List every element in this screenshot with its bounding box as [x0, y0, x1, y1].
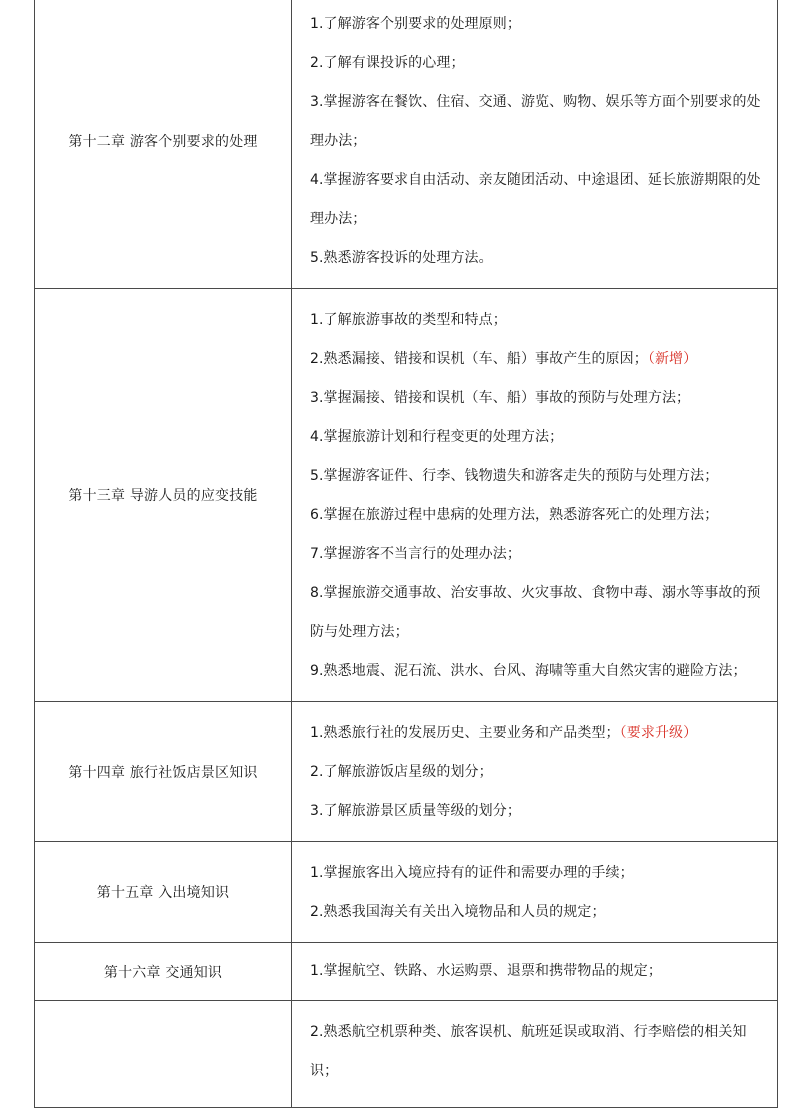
clipped-content [310, 1013, 767, 1097]
syllabus-table-container [34, 0, 778, 1108]
requirement-item: 4.掌握游客要求自由活动、亲友随团活动、中途退团、延长旅游期限的处理办法； [310, 172, 761, 227]
requirement-item: 2.熟悉我国海关有关出入境物品和人员的规定； [310, 904, 606, 920]
table-row-chapter-16 [35, 943, 778, 1001]
chapter-title: 第十二章 游客个别要求的处理 [68, 133, 258, 150]
requirement-item: 5.掌握游客证件、行李、钱物遗失和游客走失的预防与处理方法； [310, 468, 719, 484]
requirement-item: 9.熟悉地震、泥石流、洪水、台风、海啸等重大自然灾害的避险方法； [310, 663, 747, 679]
requirement-item: 2.了解有课投诉的心理； [310, 55, 465, 71]
requirement-item: 1.了解旅游事故的类型和特点； [310, 312, 507, 328]
requirement-item: 1.了解游客个别要求的处理原则； [310, 16, 521, 32]
requirement-item: 5.熟悉游客投诉的处理方法。 [310, 250, 493, 266]
chapter-cell [35, 943, 292, 1001]
requirement-item: 8.掌握旅游交通事故、治安事故、火灾事故、食物中毒、溺水等事故的预防与处理方法； [310, 585, 761, 640]
requirement-text: 1.熟悉旅行社的发展历史、主要业务和产品类型； [310, 725, 620, 741]
table-row-chapter-12 [35, 0, 778, 289]
requirements-cell [292, 0, 778, 289]
syllabus-table [34, 0, 778, 1108]
requirement-item: 7.掌握游客不当言行的处理办法； [310, 546, 521, 562]
chapter-title: 第十三章 导游人员的应变技能 [68, 488, 258, 504]
new-tag: （新增） [647, 351, 698, 367]
requirements-cell [292, 289, 778, 702]
requirement-item: 3.了解旅游景区质量等级的划分； [310, 803, 521, 819]
chapter-cell [35, 1001, 292, 1108]
requirement-item: 3.掌握漏接、错接和误机（车、船）事故的预防与处理方法； [310, 390, 691, 406]
chapter-cell [35, 702, 292, 842]
requirement-item: 2.了解旅游饭店星级的划分； [310, 764, 493, 780]
requirements-cell [292, 702, 778, 842]
requirement-item: 6.掌握在旅游过程中患病的处理方法，熟悉游客死亡的处理方法； [310, 507, 719, 523]
chapter-title: 第十四章 旅行社饭店景区知识 [68, 764, 258, 781]
upgrade-tag: （要求升级） [619, 725, 698, 741]
chapter-cell [35, 842, 292, 943]
requirement-item [310, 714, 767, 753]
requirement-text: 2.熟悉漏接、错接和误机（车、船）事故产生的原因； [310, 351, 648, 367]
chapter-title: 第十五章 入出境知识 [96, 885, 230, 901]
requirement-item: 4.掌握旅游计划和行程变更的处理方法； [310, 429, 564, 445]
requirement-item: 3.掌握游客在餐饮、住宿、交通、游览、购物、娱乐等方面个别要求的处理办法； [310, 94, 761, 149]
requirements-cell [292, 842, 778, 943]
chapter-title: 第十六章 交通知识 [103, 964, 223, 981]
table-row-continuation [35, 1001, 778, 1108]
table-row-chapter-14 [35, 702, 778, 842]
requirements-cell [292, 1001, 778, 1108]
requirement-item [310, 340, 767, 379]
requirement-item: 1.掌握航空、铁路、水运购票、退票和携带物品的规定； [310, 963, 662, 979]
requirement-item: 2.熟悉航空机票种类、旅客误机、航班延误或取消、行李赔偿的相关知识； [310, 1024, 747, 1079]
requirement-item: 1.掌握旅客出入境应持有的证件和需要办理的手续； [310, 865, 634, 881]
table-row-chapter-13 [35, 289, 778, 702]
requirements-cell [292, 943, 778, 1001]
table-row-chapter-15 [35, 842, 778, 943]
chapter-cell [35, 0, 292, 289]
chapter-cell [35, 289, 292, 702]
